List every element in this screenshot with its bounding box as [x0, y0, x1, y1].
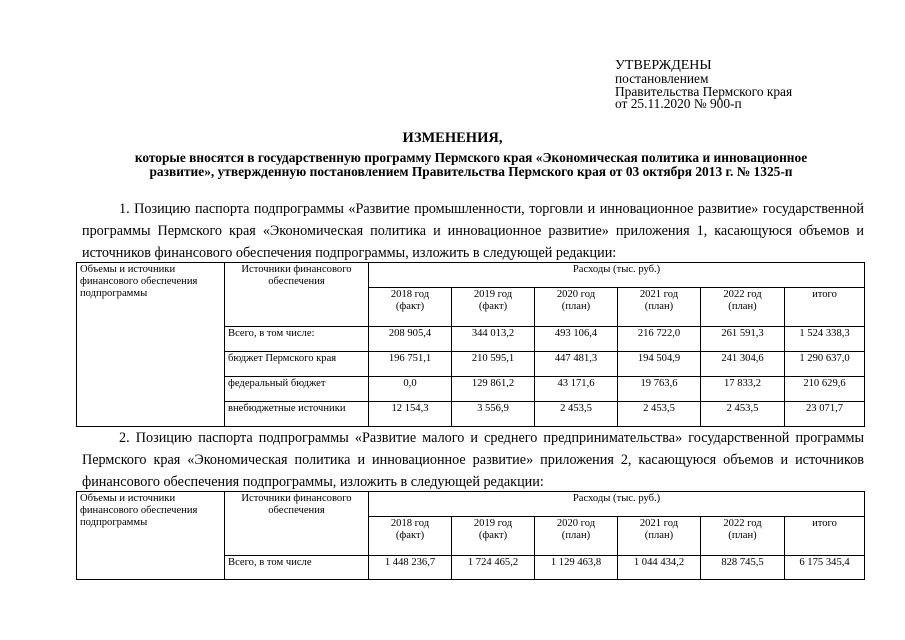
year-header: 2020 год (план) [535, 288, 618, 327]
value-cell: 129 861,2 [452, 377, 535, 402]
source-label: внебюджетные источники [225, 402, 369, 427]
total-header: итого [785, 517, 865, 556]
approval-line: постановлением [615, 71, 709, 86]
value-cell: 1 044 434,2 [618, 556, 701, 580]
year-header: 2020 год (план) [535, 517, 618, 556]
value-cell: 1 724 465,2 [452, 556, 535, 580]
subtitle-line: которые вносятся в государственную программу Пермского края «Экономическая политика и инновационное [134, 150, 808, 165]
paragraph-1: 1. Позицию паспорта подпрограммы «Развитие промышленности, торговли и инновационное развитие» государственной программы Пермского края «Экономическая политика и инновационное развитие» приложения 1, касающуюся объемов и источников финансового обеспечения подпрограммы, изложить в следующей редакции: [82, 201, 864, 261]
document-title: ИЗМЕНЕНИЯ, [402, 130, 503, 146]
value-cell: 241 304,6 [701, 352, 785, 377]
total-cell: 6 175 345,4 [785, 556, 865, 580]
value-cell: 216 722,0 [618, 327, 701, 352]
year-header: 2019 год (факт) [452, 288, 535, 327]
year-header: 2018 год (факт) [369, 517, 452, 556]
funding-table-1 [76, 262, 865, 427]
total-header: итого [785, 288, 865, 327]
value-cell: 210 595,1 [452, 352, 535, 377]
sources-header: Источники финансового обеспечения [225, 492, 369, 556]
value-cell: 43 171,6 [535, 377, 618, 402]
approval-stamp [615, 58, 792, 111]
total-cell: 23 071,7 [785, 402, 865, 427]
document-subtitle [86, 151, 856, 178]
value-cell: 493 106,4 [535, 327, 618, 352]
year-header: 2022 год (план) [701, 288, 785, 327]
funding-table-2 [76, 491, 865, 580]
value-cell: 19 763,6 [618, 377, 701, 402]
approval-heading: УТВЕРЖДЕНЫ [615, 58, 712, 73]
expenses-header: Расходы (тыс. руб.) [369, 263, 865, 288]
value-cell: 2 453,5 [701, 402, 785, 427]
value-cell: 1 129 463,8 [535, 556, 618, 580]
value-cell: 447 481,3 [535, 352, 618, 377]
source-label: бюджет Пермского края [225, 352, 369, 377]
year-header: 2022 год (план) [701, 517, 785, 556]
year-header: 2021 год (план) [618, 288, 701, 327]
value-cell: 0,0 [369, 377, 452, 402]
total-cell: 210 629,6 [785, 377, 865, 402]
value-cell: 17 833,2 [701, 377, 785, 402]
value-cell: 344 013,2 [452, 327, 535, 352]
year-header: 2021 год (план) [618, 517, 701, 556]
value-cell: 194 504,9 [618, 352, 701, 377]
year-header: 2019 год (факт) [452, 517, 535, 556]
objects-header: Объемы и источники финансового обеспечения подпрограммы [77, 263, 225, 427]
paragraph-2: 2. Позицию паспорта подпрограммы «Развитие малого и среднего предпринимательства» государственной программы Пермского края «Экономическая политика и инновационное развитие» приложения 2, касающуюся объемов и источников финансового обеспечения подпрограммы, изложить в следующей редакции: [82, 430, 864, 490]
value-cell: 261 591,3 [701, 327, 785, 352]
approval-line: Правительства Пермского края [615, 83, 793, 99]
value-cell: 828 745,5 [701, 556, 785, 580]
year-header: 2018 год (факт) [369, 288, 452, 327]
value-cell: 196 751,1 [369, 352, 452, 377]
total-cell: 1 290 637,0 [785, 352, 865, 377]
approval-date: от 25.11.2020 № 900-п [615, 96, 742, 112]
value-cell: 12 154,3 [369, 402, 452, 427]
value-cell: 2 453,5 [618, 402, 701, 427]
value-cell: 208 905,4 [369, 327, 452, 352]
total-cell: 1 524 338,3 [785, 327, 865, 352]
value-cell: 1 448 236,7 [369, 556, 452, 580]
value-cell: 3 556,9 [452, 402, 535, 427]
source-label: Всего, в том числе: [225, 327, 369, 352]
expenses-header: Расходы (тыс. руб.) [369, 492, 865, 517]
sources-header: Источники финансового обеспечения [225, 263, 369, 327]
source-label: Всего, в том числе [225, 556, 369, 580]
source-label: федеральный бюджет [225, 377, 369, 402]
objects-header: Объемы и источники финансового обеспечения подпрограммы [77, 492, 225, 580]
subtitle-line: развитие», утвержденную постановлением Правительства Пермского края от 03 октября 2013 г. № 1325-п [149, 163, 793, 179]
value-cell: 2 453,5 [535, 402, 618, 427]
